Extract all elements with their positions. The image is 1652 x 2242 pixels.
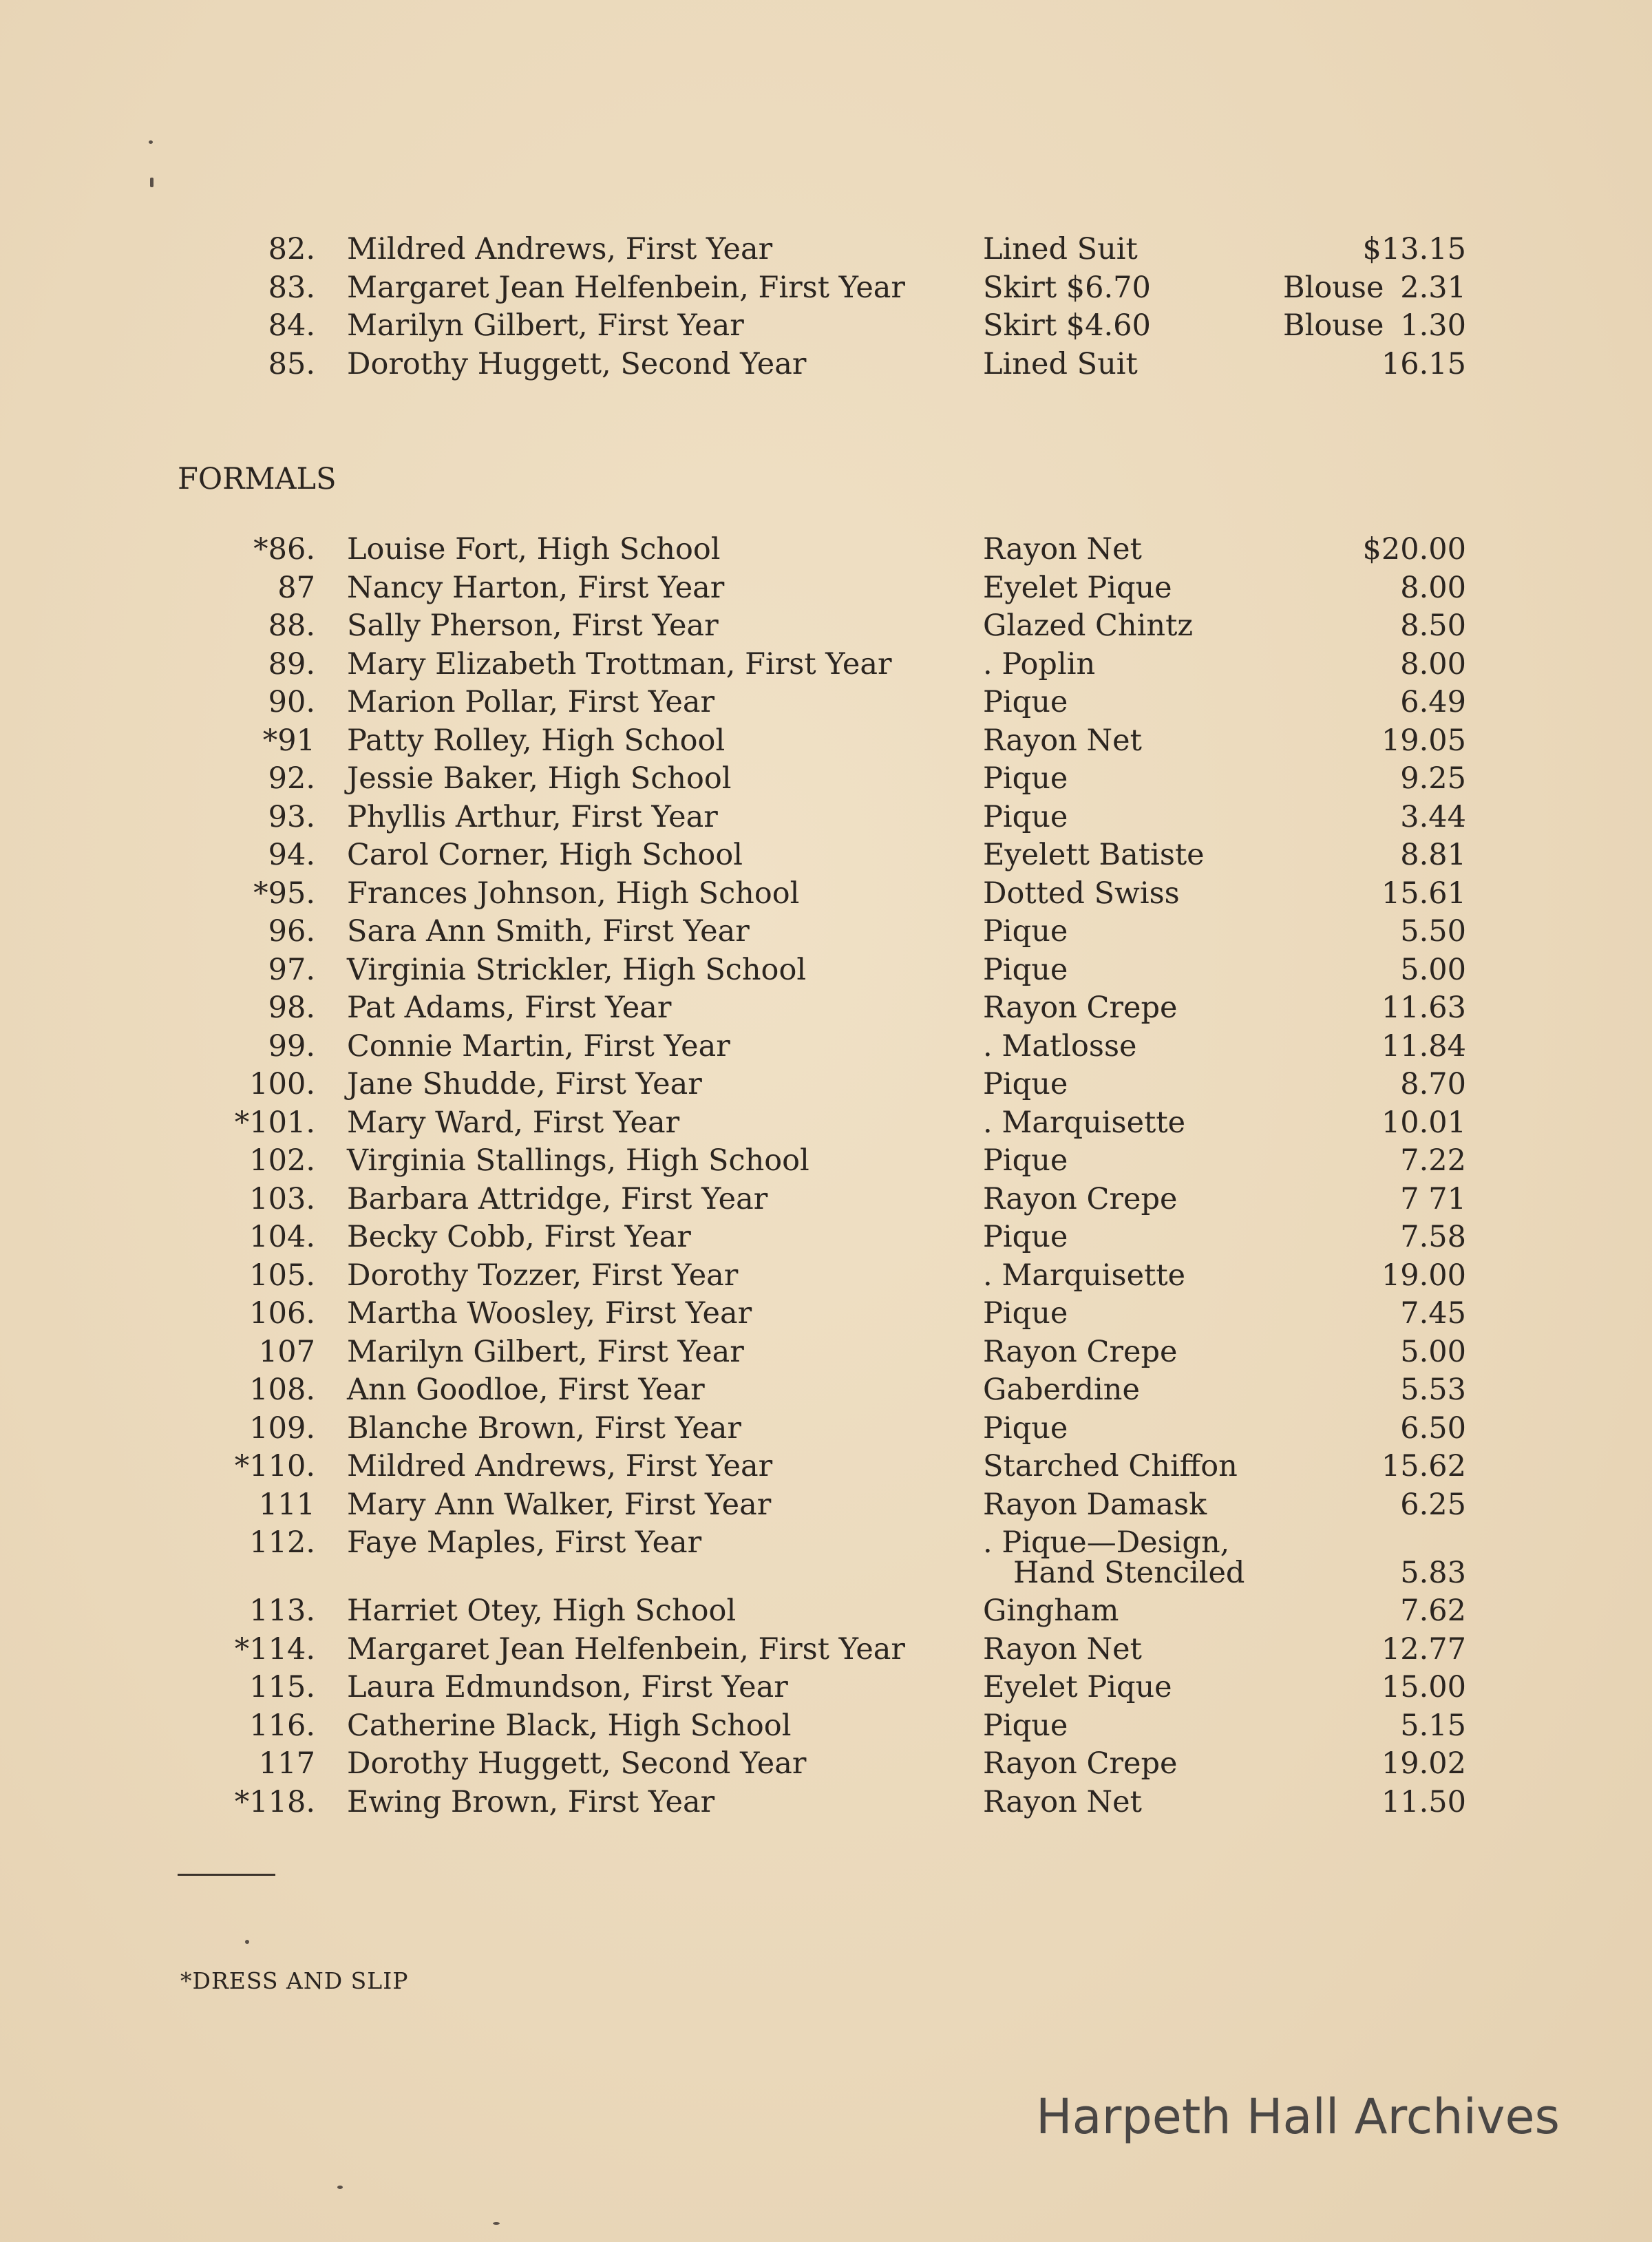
entry-price: 10.01 (1381, 1105, 1466, 1140)
footnote-rule (178, 1874, 275, 1876)
entry-row (0, 645, 1652, 684)
paper-speck (493, 2222, 500, 2225)
entry-number: 99. (268, 1028, 315, 1064)
entry-price: 8.00 (1400, 646, 1466, 681)
entry-fabric: Dotted Swiss (983, 876, 1180, 911)
entry-number: 106. (249, 1296, 315, 1331)
entry-blouse-label: Blouse (1283, 308, 1384, 343)
entry-name: Barbara Attridge, First Year (347, 1181, 768, 1216)
entry-price: 15.61 (1381, 876, 1466, 911)
entry-fabric: Gingham (983, 1594, 1119, 1628)
entry-number: 92. (268, 761, 315, 796)
entry-row (0, 1256, 1652, 1295)
entry-fabric: . Marquisette (983, 1105, 1186, 1140)
entry-name: Mildred Andrews, First Year (347, 1449, 773, 1483)
archive-watermark: Harpeth Hall Archives (1036, 2088, 1560, 2145)
entry-row (0, 1103, 1652, 1142)
entry-fabric: Gaberdine (983, 1373, 1140, 1407)
entry-name: Frances Johnson, High School (347, 876, 800, 911)
entry-number: *95. (253, 876, 315, 911)
entry-number: 88. (268, 609, 315, 643)
entry-fabric: Pique (983, 914, 1068, 949)
entry-number: 102. (249, 1143, 315, 1178)
entry-name: Ann Goodloe, First Year (347, 1373, 705, 1407)
entry-name: Ewing Brown, First Year (347, 1784, 715, 1819)
paper-speck (245, 1940, 249, 1944)
entry-number: 113. (249, 1594, 315, 1628)
entry-name: Catherine Black, High School (347, 1708, 792, 1743)
section-heading-formals: FORMALS (178, 462, 337, 496)
entry-row (0, 1065, 1652, 1103)
entry-price: 6.49 (1400, 685, 1466, 719)
entry-name: Marilyn Gilbert, First Year (347, 308, 744, 343)
entry-price: 19.02 (1381, 1746, 1466, 1781)
entry-row (0, 1294, 1652, 1333)
entry-price: 2.31 (1400, 270, 1466, 305)
entry-fabric: Pique (983, 1220, 1068, 1254)
entry-row (0, 798, 1652, 836)
entry-row (0, 836, 1652, 874)
entry-name: Sara Ann Smith, First Year (347, 914, 750, 949)
entry-fabric: Starched Chiffon (983, 1449, 1238, 1483)
entry-row (0, 1630, 1652, 1669)
entry-fabric: Eyelet Pique (983, 1670, 1172, 1704)
entry-fabric: Pique (983, 952, 1068, 987)
entry-number: 93. (268, 799, 315, 834)
entry-price: 7.22 (1400, 1143, 1466, 1178)
entry-name: Jessie Baker, High School (347, 761, 732, 796)
entry-number: 82. (268, 232, 315, 266)
entry-fabric: Rayon Net (983, 532, 1142, 567)
entry-price: 11.63 (1381, 991, 1466, 1025)
entry-number: 100. (249, 1067, 315, 1101)
entry-fabric: Skirt $6.70 (983, 270, 1151, 305)
entry-name: Blanche Brown, First Year (347, 1410, 741, 1446)
entry-fabric: Pique (983, 799, 1068, 834)
entry-row (0, 912, 1652, 951)
entry-row (0, 345, 1652, 383)
entry-name: Mary Ann Walker, First Year (347, 1487, 772, 1522)
entry-price: $13.15 (1362, 232, 1466, 266)
entry-number: 103. (249, 1181, 315, 1216)
entry-price: 19.00 (1381, 1258, 1466, 1293)
entry-price: 7.58 (1400, 1220, 1466, 1254)
entry-row (0, 1141, 1652, 1180)
entry-row (0, 1706, 1652, 1745)
entry-price: 5.15 (1400, 1708, 1466, 1743)
entry-name: Faye Maples, First Year (347, 1525, 702, 1560)
entry-price: 5.83 (1400, 1556, 1466, 1590)
paper-speck (337, 2186, 343, 2189)
entry-name: Sally Pherson, First Year (347, 609, 719, 643)
entry-name: Jane Shudde, First Year (347, 1067, 702, 1101)
entry-fabric: Rayon Crepe (983, 1334, 1178, 1369)
entry-fabric: . Matlosse (983, 1028, 1137, 1064)
entry-row (0, 1523, 1652, 1590)
entry-price: 7.62 (1400, 1594, 1466, 1628)
entry-fabric: Pique (983, 1410, 1068, 1446)
entry-number: 98. (268, 991, 315, 1025)
entry-number: *118. (234, 1784, 315, 1819)
entry-name: Mary Ward, First Year (347, 1105, 680, 1140)
entry-fabric: Lined Suit (983, 232, 1138, 266)
entry-fabric: . Pique—Design, (983, 1525, 1230, 1560)
entry-number: 105. (249, 1258, 315, 1293)
entry-price: 15.62 (1381, 1449, 1466, 1483)
entry-number: 111 (258, 1487, 315, 1522)
entry-number: 117 (258, 1746, 315, 1781)
entry-price: 5.50 (1400, 914, 1466, 949)
entry-number: 87 (277, 570, 315, 605)
entry-name: Dorothy Tozzer, First Year (347, 1258, 739, 1293)
entry-number: 90. (268, 685, 315, 719)
entry-row (0, 874, 1652, 913)
entry-row (0, 1783, 1652, 1821)
entry-row (0, 988, 1652, 1027)
entry-name: Virginia Stallings, High School (347, 1143, 809, 1178)
entry-price: 11.84 (1381, 1028, 1466, 1064)
entry-name: Phyllis Arthur, First Year (347, 799, 718, 834)
entry-fabric: . Marquisette (983, 1258, 1186, 1293)
entry-fabric: Rayon Crepe (983, 991, 1178, 1025)
entry-number: *91 (262, 723, 315, 758)
entry-name: Margaret Jean Helfenbein, First Year (347, 1631, 905, 1667)
entry-fabric-line2: Hand Stenciled (1013, 1556, 1245, 1590)
entry-number: 97. (268, 952, 315, 987)
entry-price: 8.70 (1400, 1067, 1466, 1101)
entry-row (0, 530, 1652, 569)
entry-fabric: . Poplin (983, 646, 1096, 681)
entry-row (0, 759, 1652, 798)
entry-fabric: Rayon Net (983, 723, 1142, 758)
entry-row (0, 569, 1652, 607)
entry-name: Nancy Harton, First Year (347, 570, 725, 605)
entry-number: *86. (253, 532, 315, 567)
paper-speck (150, 178, 153, 187)
entry-fabric: Lined Suit (983, 346, 1138, 381)
entry-name: Mildred Andrews, First Year (347, 232, 773, 266)
entry-row (0, 606, 1652, 645)
entry-fabric: Pique (983, 685, 1068, 719)
entry-number: 104. (249, 1220, 315, 1254)
entry-row (0, 721, 1652, 760)
entry-fabric: Rayon Damask (983, 1487, 1207, 1522)
entry-fabric: Pique (983, 1708, 1068, 1743)
entry-number: 89. (268, 646, 315, 681)
entry-number: 85. (268, 346, 315, 381)
entry-name: Patty Rolley, High School (347, 723, 726, 758)
entry-name: Dorothy Huggett, Second Year (347, 346, 807, 381)
entry-row (0, 1744, 1652, 1783)
entry-row (0, 1591, 1652, 1630)
entry-price: 3.44 (1400, 799, 1466, 834)
entry-price: 11.50 (1381, 1784, 1466, 1819)
entry-name: Martha Woosley, First Year (347, 1296, 752, 1331)
entry-name: Becky Cobb, First Year (347, 1220, 691, 1254)
entry-fabric: Skirt $4.60 (983, 308, 1151, 343)
entry-name: Marion Pollar, First Year (347, 685, 715, 719)
entry-name: Louise Fort, High School (347, 532, 721, 567)
entry-number: *110. (234, 1449, 315, 1483)
entry-row (0, 1447, 1652, 1485)
entry-number: 112. (249, 1525, 315, 1560)
footnote: *DRESS AND SLIP (180, 1967, 409, 1994)
entry-number: 83. (268, 270, 315, 305)
entry-number: 109. (249, 1410, 315, 1446)
entry-fabric: Pique (983, 761, 1068, 796)
entry-number: *101. (234, 1105, 315, 1140)
entry-number: 96. (268, 914, 315, 949)
entry-name: Laura Edmundson, First Year (347, 1670, 788, 1704)
entry-number: 116. (249, 1708, 315, 1743)
entry-price: 6.25 (1400, 1487, 1466, 1522)
entry-fabric: Pique (983, 1067, 1068, 1101)
entry-name: Connie Martin, First Year (347, 1028, 730, 1064)
entry-row (0, 230, 1652, 268)
entry-name: Pat Adams, First Year (347, 991, 672, 1025)
entry-price: 1.30 (1400, 308, 1466, 343)
entry-number: 107 (258, 1334, 315, 1369)
entry-fabric: Eyelet Pique (983, 570, 1172, 605)
entry-name: Margaret Jean Helfenbein, First Year (347, 270, 905, 305)
entry-row (0, 306, 1652, 345)
entry-fabric: Rayon Crepe (983, 1181, 1178, 1216)
entry-fabric: Glazed Chintz (983, 609, 1194, 643)
entry-blouse-label: Blouse (1283, 270, 1384, 305)
entry-row (0, 951, 1652, 989)
entry-row (0, 1485, 1652, 1524)
entry-price: 7 71 (1400, 1181, 1466, 1216)
entry-price: 6.50 (1400, 1410, 1466, 1446)
entry-row (0, 1180, 1652, 1218)
entry-price: $20.00 (1362, 532, 1466, 567)
entry-price: 5.53 (1400, 1373, 1466, 1407)
entry-name: Dorothy Huggett, Second Year (347, 1746, 807, 1781)
paper-speck (149, 140, 153, 144)
entry-name: Harriet Otey, High School (347, 1594, 737, 1628)
entry-number: 115. (249, 1670, 315, 1704)
entry-price: 8.81 (1400, 838, 1466, 872)
entry-row (0, 1218, 1652, 1256)
entry-name: Virginia Strickler, High School (347, 952, 807, 987)
entry-row (0, 1333, 1652, 1371)
entry-fabric: Pique (983, 1296, 1068, 1331)
entry-number: *114. (234, 1631, 315, 1667)
entry-fabric: Rayon Crepe (983, 1746, 1178, 1781)
entry-fabric: Rayon Net (983, 1631, 1142, 1667)
entry-fabric: Rayon Net (983, 1784, 1142, 1819)
entry-price: 15.00 (1381, 1670, 1466, 1704)
entry-price: 5.00 (1400, 1334, 1466, 1369)
entry-number: 84. (268, 308, 315, 343)
entry-price: 16.15 (1381, 346, 1466, 381)
entry-price: 7.45 (1400, 1296, 1466, 1331)
entry-price: 12.77 (1381, 1631, 1466, 1667)
entry-fabric: Pique (983, 1143, 1068, 1178)
entry-name: Carol Corner, High School (347, 838, 743, 872)
entry-row (0, 1668, 1652, 1706)
entry-name: Mary Elizabeth Trottman, First Year (347, 646, 892, 681)
entry-price: 8.50 (1400, 609, 1466, 643)
entry-fabric: Eyelett Batiste (983, 838, 1205, 872)
entry-name: Marilyn Gilbert, First Year (347, 1334, 744, 1369)
entry-price: 19.05 (1381, 723, 1466, 758)
entry-price: 8.00 (1400, 570, 1466, 605)
entry-row (0, 268, 1652, 307)
entry-price: 5.00 (1400, 952, 1466, 987)
entry-row (0, 1371, 1652, 1409)
entry-price: 9.25 (1400, 761, 1466, 796)
entry-number: 108. (249, 1373, 315, 1407)
entry-row (0, 1409, 1652, 1448)
entry-row (0, 683, 1652, 721)
entry-row (0, 1027, 1652, 1066)
entry-number: 94. (268, 838, 315, 872)
